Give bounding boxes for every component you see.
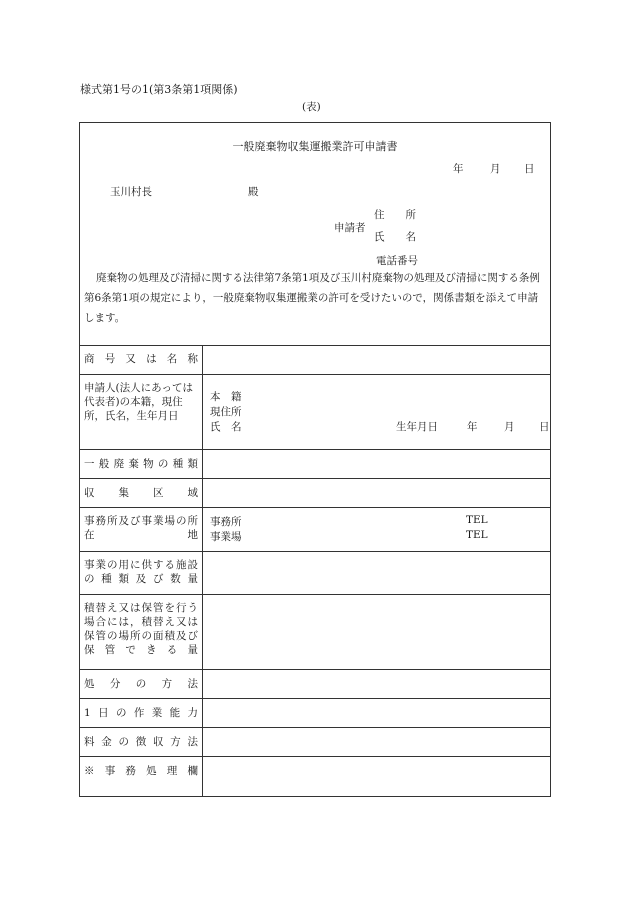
applicant-info-label: 申請人(法人にあっては代表者)の本籍，現住所，氏名，生年月日 bbox=[84, 382, 193, 422]
name-label: 氏 名 bbox=[374, 231, 416, 243]
fee-method-label: 料金の徴収方法 bbox=[84, 736, 198, 748]
office-use-label: ※事務処理欄 bbox=[84, 765, 198, 777]
current-address-label: 現住所 bbox=[210, 406, 242, 418]
body-text: 廃棄物の処理及び清掃に関する法律第7条第1項及び玉川村廃棄物の処理及び清掃に関する条例第6条第1項の規定により，一般廃棄物収集運搬業の許可を受けたいので，関係書類を添えて申請します。 bbox=[84, 272, 540, 324]
application-form bbox=[79, 122, 551, 797]
honseki-label: 本 籍 bbox=[210, 391, 242, 403]
form-number: 様式第1号の1(第3条第1項関係) bbox=[80, 83, 238, 96]
transfer-storage-label: 積替え又は保管を行う場合には，積替え又は保管の場所の面積及び保管できる量 bbox=[84, 602, 198, 656]
birth-year: 年 bbox=[467, 421, 478, 433]
daily-capacity-label: 1日の作業能力 bbox=[84, 707, 198, 719]
date-month: 月 bbox=[490, 163, 501, 175]
phone-label: 電話番号 bbox=[376, 255, 418, 267]
disposal-method-label: 処分の方法 bbox=[84, 678, 198, 690]
honorific: 殿 bbox=[248, 186, 259, 198]
date-day: 日 bbox=[524, 163, 535, 175]
office-tel: TEL bbox=[466, 514, 488, 526]
face-label: (表) bbox=[302, 101, 321, 113]
applicant-name-label: 氏 名 bbox=[210, 421, 242, 433]
date-year: 年 bbox=[453, 163, 464, 175]
workplace-tel: TEL bbox=[466, 529, 488, 541]
trade-name-label: 商号又は名称 bbox=[84, 353, 198, 365]
birth-date-label: 生年月日 bbox=[396, 421, 438, 433]
form-title: 一般廃棄物収集運搬業許可申請書 bbox=[232, 140, 398, 153]
office-location-label: 事務所及び事業場の所在地 bbox=[84, 515, 198, 541]
birth-month: 月 bbox=[504, 421, 515, 433]
facilities-label: 事業の用に供する施設の種類及び数量 bbox=[84, 559, 198, 585]
waste-type-label: 一般廃棄物の種類 bbox=[84, 458, 198, 470]
applicant-label: 申請者 bbox=[334, 222, 366, 234]
address-label: 住 所 bbox=[374, 209, 416, 221]
collection-area-label: 収集区域 bbox=[84, 487, 198, 499]
office-field: 事務所 bbox=[210, 516, 242, 528]
addressee: 玉川村長 bbox=[110, 186, 152, 198]
workplace-field: 事業場 bbox=[210, 531, 242, 543]
birth-day: 日 bbox=[539, 421, 550, 433]
